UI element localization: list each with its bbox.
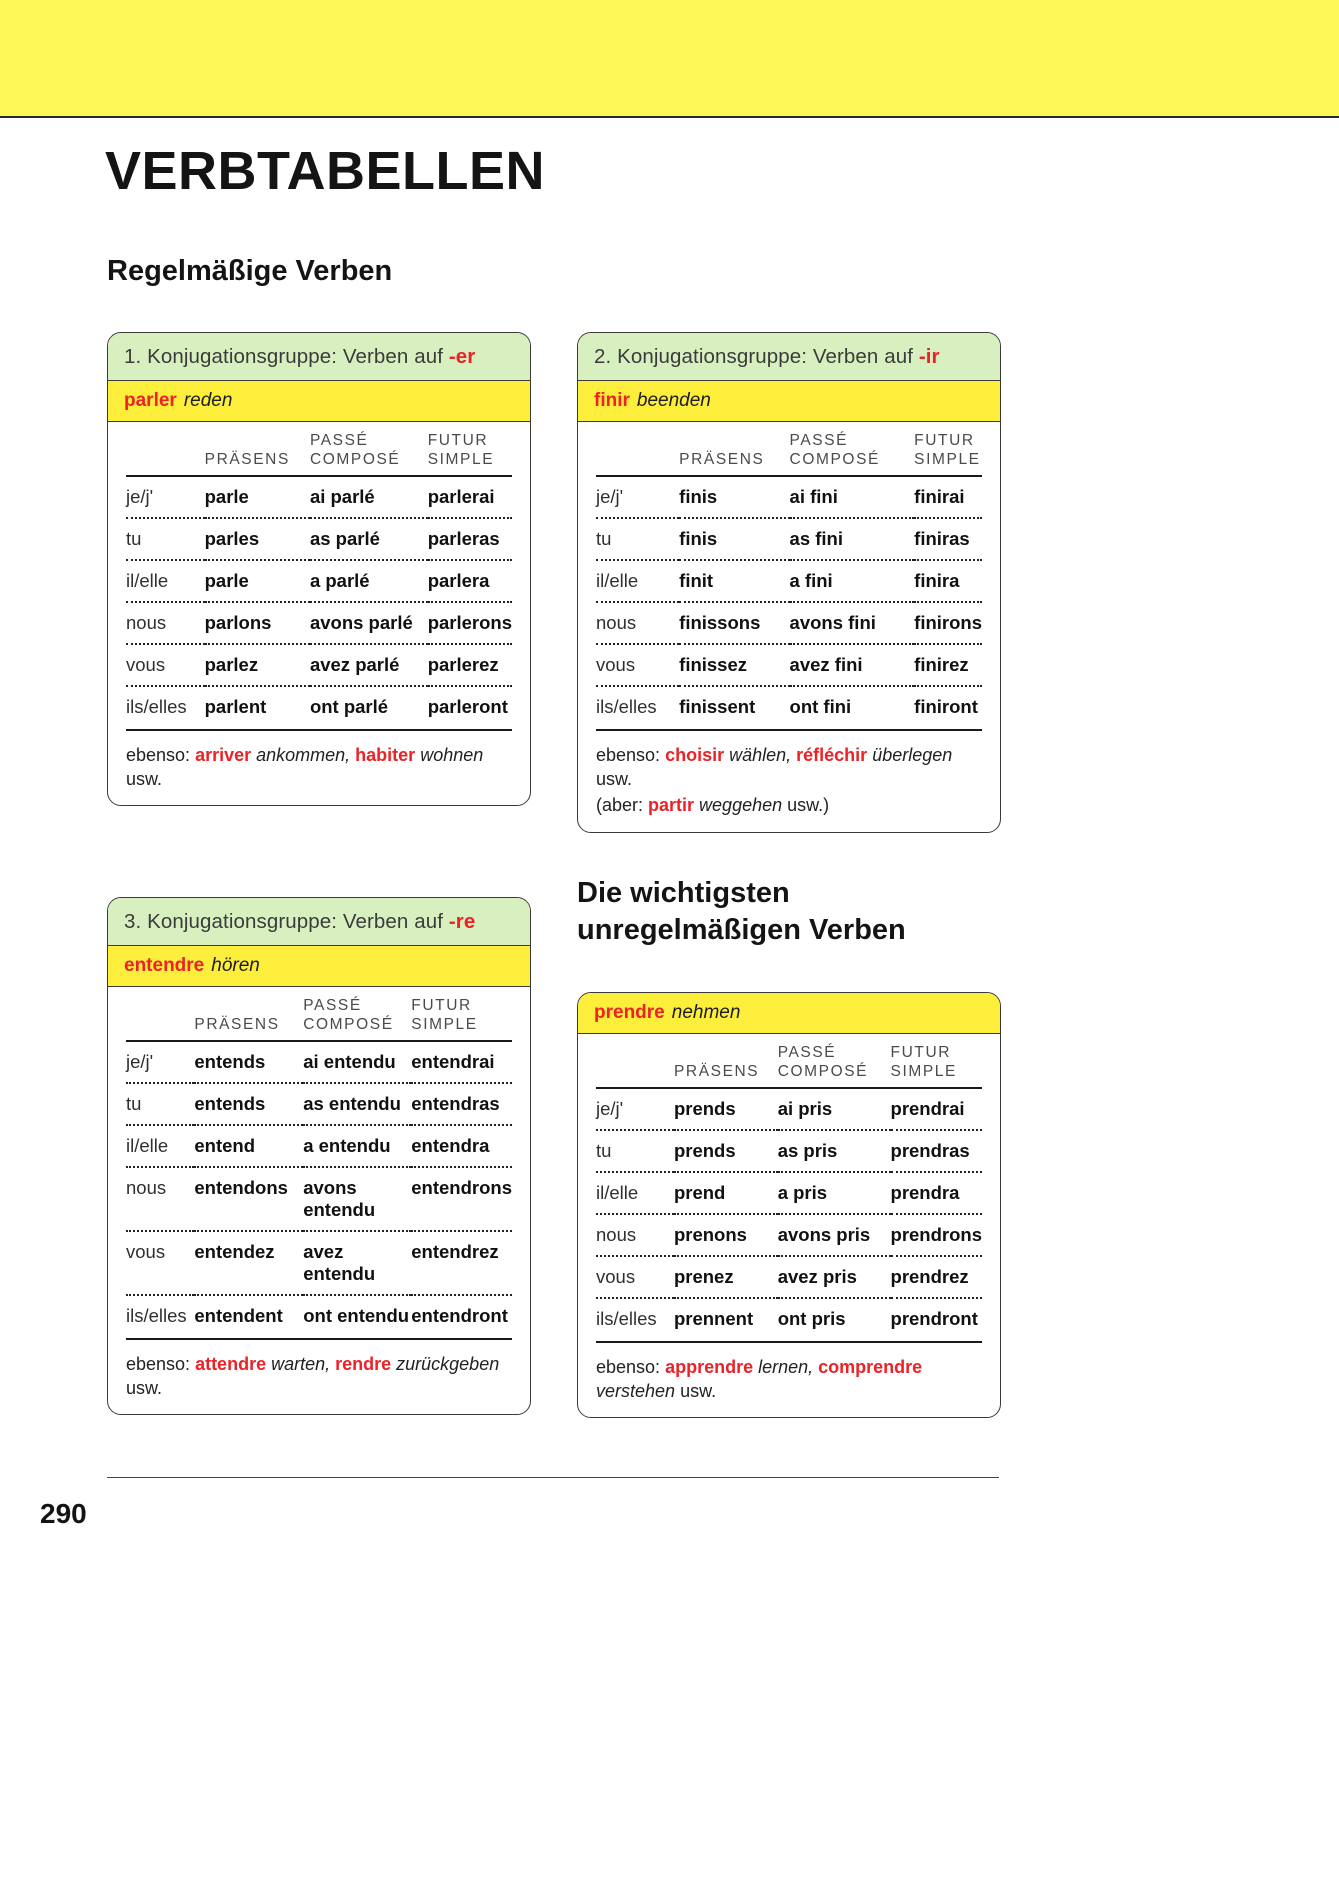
cell-present: entends (194, 1083, 303, 1125)
cell-passe-compose: ont fini (789, 695, 852, 717)
cell-pronoun: ils/elles (126, 1304, 187, 1326)
ebenso-label: ebenso: (596, 744, 666, 765)
cell-present: finit (679, 560, 789, 602)
cell-present: entends (194, 1041, 303, 1083)
table-row (596, 1256, 982, 1298)
exception-prefix: (aber: (596, 795, 649, 816)
cell-passe-compose: ont parlé (309, 695, 389, 717)
cell-passe-compose: as fini (790, 518, 915, 560)
cell-pronoun: je/j' (596, 476, 679, 518)
column-header-futur-simple: FUTUR SIMPLE (914, 430, 982, 476)
verb-translation: reden (183, 390, 233, 411)
cell-present: parlons (205, 602, 310, 644)
column-header-present: PRÄSENS (194, 995, 303, 1041)
group-label: 1. Konjugationsgruppe: Verben auf (124, 345, 449, 368)
cell-pronoun: tu (126, 1083, 194, 1125)
verb-translation: nehmen (671, 1002, 741, 1023)
cell-passe-compose: ai entendu (303, 1041, 411, 1083)
cell-present: prends (674, 1088, 778, 1130)
exception-suffix: usw.) (787, 795, 830, 816)
cell-pronoun: ils/elles (596, 1307, 657, 1329)
cell-pronoun: tu (596, 1130, 674, 1172)
column-header-passe-compose: PASSÉ COMPOSÉ (778, 1042, 891, 1088)
cell-passe-compose: a fini (790, 560, 915, 602)
cell-pronoun: nous (596, 1214, 674, 1256)
card-body (578, 1034, 1000, 1417)
footer-divider (107, 1477, 999, 1478)
verb-card-ir (577, 332, 1001, 833)
card-verb-header (578, 993, 1000, 1034)
top-yellow-banner (0, 0, 1339, 118)
cell-futur-simple: parlerai (428, 476, 512, 518)
group-ending: -re (448, 910, 476, 933)
cell-present: finis (679, 476, 789, 518)
section-heading-regular-verbs: Regelmäßige Verben (107, 255, 393, 287)
cell-pronoun: vous (596, 644, 679, 686)
cell-pronoun: nous (126, 602, 205, 644)
cell-pronoun: il/elle (126, 1125, 194, 1167)
ebenso-verb-0: arriver (195, 744, 252, 765)
ebenso-translation-3: zurückgeben (391, 1353, 500, 1374)
column-header-pronoun (126, 430, 205, 476)
group-ending: -ir (918, 345, 940, 368)
table-row (126, 644, 512, 686)
section-heading-irregular-verbs (577, 875, 997, 949)
conjugation-table (126, 430, 512, 727)
ebenso-text-4: usw. (126, 1378, 163, 1399)
column-header-passe-compose: PASSÉ COMPOSÉ (310, 430, 428, 476)
group-label: 2. Konjugationsgruppe: Verben auf (594, 345, 919, 368)
cell-passe-compose: avons fini (790, 602, 915, 644)
ebenso-verb-2: réfléchir (796, 744, 868, 765)
table-row (596, 1214, 982, 1256)
cell-passe-compose: avons parlé (310, 602, 428, 644)
table-row (126, 686, 512, 727)
ebenso-translation-1: wählen, (724, 744, 797, 765)
group-ending: -er (448, 345, 476, 368)
page-number: 290 (40, 1498, 87, 1529)
verb-infinitive: parler (124, 390, 177, 411)
card-verb-header (578, 381, 1000, 422)
card-verb-header (108, 946, 530, 987)
cell-present: parlez (205, 644, 310, 686)
cell-present: parles (205, 518, 310, 560)
cell-passe-compose: as entendu (303, 1083, 411, 1125)
ebenso-text-4: usw. (126, 769, 163, 790)
cell-passe-compose: avons entendu (303, 1167, 411, 1231)
table-row (596, 644, 982, 686)
cell-present: parle (205, 476, 310, 518)
table-row (126, 1295, 512, 1336)
ebenso-translation-3: verstehen (596, 1381, 681, 1402)
table-row (126, 518, 512, 560)
cell-present: finissent (679, 695, 756, 717)
cell-futur-simple: prendra (891, 1172, 982, 1214)
verb-infinitive: prendre (594, 1002, 665, 1023)
table-row (126, 1167, 512, 1231)
cell-futur-simple: parleront (427, 695, 508, 717)
column-header-present: PRÄSENS (674, 1042, 778, 1088)
cell-present: finissons (679, 602, 789, 644)
cell-futur-simple: entendrai (411, 1041, 512, 1083)
cell-present: parle (205, 560, 310, 602)
cell-passe-compose: ont pris (777, 1307, 846, 1329)
column-header-futur-simple: FUTUR SIMPLE (428, 430, 512, 476)
ebenso-note (126, 731, 512, 792)
cell-pronoun: je/j' (596, 1088, 674, 1130)
cell-futur-simple: entendra (411, 1125, 512, 1167)
cell-present: finis (679, 518, 789, 560)
table-row (596, 1298, 982, 1339)
irregular-heading-line-1: Die wichtigsten (577, 877, 790, 909)
table-row (596, 1130, 982, 1172)
ebenso-translation-1: lernen, (753, 1356, 819, 1377)
table-row (126, 476, 512, 518)
card-group-header (108, 333, 530, 381)
cell-passe-compose: ai fini (790, 476, 915, 518)
cell-futur-simple: entendrez (411, 1231, 512, 1295)
cell-passe-compose: avez entendu (303, 1231, 411, 1295)
cell-futur-simple: prendrons (891, 1214, 982, 1256)
ebenso-note (596, 1343, 982, 1404)
ebenso-label: ebenso: (596, 1356, 666, 1377)
cell-present: entendez (194, 1231, 303, 1295)
cell-futur-simple: entendrons (411, 1167, 512, 1231)
ebenso-verb-0: choisir (665, 744, 725, 765)
cell-present: prennent (673, 1307, 754, 1329)
cell-passe-compose: avez parlé (310, 644, 428, 686)
table-row (126, 1231, 512, 1295)
column-header-pronoun (596, 1042, 674, 1088)
cell-passe-compose: a pris (778, 1172, 891, 1214)
cell-passe-compose: ont entendu (303, 1304, 410, 1326)
column-header-pronoun (126, 995, 194, 1041)
cell-passe-compose: avez pris (778, 1256, 891, 1298)
table-header-row (596, 1042, 982, 1088)
cell-futur-simple: parleras (428, 518, 512, 560)
cell-pronoun: vous (126, 644, 205, 686)
table-row (596, 1172, 982, 1214)
table-row (596, 518, 982, 560)
cell-passe-compose: a entendu (303, 1125, 411, 1167)
cell-futur-simple: finirons (914, 602, 982, 644)
table-row (126, 1083, 512, 1125)
table-header-row (126, 430, 512, 476)
table-header-row (596, 430, 982, 476)
column-header-passe-compose: PASSÉ COMPOSÉ (790, 430, 915, 476)
cell-futur-simple: prendrai (891, 1088, 982, 1130)
ebenso-note (126, 1340, 512, 1401)
group-label: 3. Konjugationsgruppe: Verben auf (124, 910, 449, 933)
cell-passe-compose: avez fini (790, 644, 915, 686)
cell-pronoun: je/j' (126, 1041, 194, 1083)
cell-futur-simple: prendrez (891, 1256, 982, 1298)
cell-futur-simple: prendront (890, 1307, 978, 1329)
cell-present: entendons (194, 1167, 303, 1231)
cell-pronoun: ils/elles (596, 695, 657, 717)
cell-present: finissez (679, 644, 789, 686)
exception-verb: partir (648, 795, 695, 816)
cell-futur-simple: entendras (411, 1083, 512, 1125)
column-header-futur-simple: FUTUR SIMPLE (891, 1042, 982, 1088)
cell-futur-simple: entendront (411, 1304, 508, 1326)
card-group-header (108, 898, 530, 946)
table-header-row (126, 995, 512, 1041)
table-row (126, 1041, 512, 1083)
card-body (578, 422, 1000, 832)
cell-futur-simple: finiras (914, 518, 982, 560)
cell-present: prend (674, 1172, 778, 1214)
conjugation-table (126, 995, 512, 1336)
irregular-heading-line-2: unregelmäßigen Verben (577, 914, 906, 947)
cell-pronoun: il/elle (126, 560, 205, 602)
table-row (596, 1088, 982, 1130)
ebenso-translation-3: überlegen (867, 744, 953, 765)
ebenso-label: ebenso: (126, 1353, 196, 1374)
cell-passe-compose: as parlé (310, 518, 428, 560)
cell-present: prends (674, 1130, 778, 1172)
ebenso-label: ebenso: (126, 744, 196, 765)
conjugation-table (596, 430, 982, 727)
verb-translation: beenden (636, 390, 711, 411)
cell-pronoun: il/elle (596, 560, 679, 602)
column-header-present: PRÄSENS (679, 430, 789, 476)
table-row (126, 602, 512, 644)
cell-pronoun: vous (596, 1256, 674, 1298)
cell-passe-compose: as pris (778, 1130, 891, 1172)
table-row (126, 1125, 512, 1167)
cell-pronoun: tu (596, 518, 679, 560)
cell-present: entendent (194, 1304, 283, 1326)
cell-pronoun: ils/elles (126, 695, 187, 717)
cell-futur-simple: parlera (428, 560, 512, 602)
cell-futur-simple: finiront (914, 695, 978, 717)
verb-infinitive: finir (594, 390, 630, 411)
ebenso-text-4: usw. (680, 1381, 717, 1402)
ebenso-translation-1: warten, (266, 1353, 336, 1374)
cell-futur-simple: parlerez (428, 644, 512, 686)
cell-futur-simple: prendras (891, 1130, 982, 1172)
verb-infinitive: entendre (124, 955, 205, 976)
cell-futur-simple: finirez (914, 644, 982, 686)
card-body (108, 422, 530, 805)
cell-pronoun: tu (126, 518, 205, 560)
verb-card-prendre (577, 992, 1001, 1418)
page-title: VERBTABELLEN (105, 141, 546, 201)
cell-passe-compose: avons pris (778, 1214, 891, 1256)
column-header-passe-compose: PASSÉ COMPOSÉ (303, 995, 411, 1041)
cell-pronoun: il/elle (596, 1172, 674, 1214)
cell-present: entend (194, 1125, 303, 1167)
ebenso-verb-2: rendre (335, 1353, 392, 1374)
cell-present: prenons (674, 1214, 778, 1256)
ebenso-verb-2: comprendre (818, 1356, 923, 1377)
column-header-futur-simple: FUTUR SIMPLE (411, 995, 512, 1041)
table-row (126, 560, 512, 602)
ebenso-verb-2: habiter (355, 744, 416, 765)
table-row (596, 476, 982, 518)
cell-pronoun: je/j' (126, 476, 205, 518)
verb-card-er (107, 332, 531, 806)
column-header-present: PRÄSENS (205, 430, 310, 476)
cell-passe-compose: a parlé (310, 560, 428, 602)
conjugation-table (596, 1042, 982, 1339)
cell-present: prenez (674, 1256, 778, 1298)
cell-present: parlent (204, 695, 267, 717)
card-verb-header (108, 381, 530, 422)
cell-pronoun: nous (596, 602, 679, 644)
cell-passe-compose: ai pris (778, 1088, 891, 1130)
cell-futur-simple: finirai (914, 476, 982, 518)
ebenso-verb-0: attendre (195, 1353, 267, 1374)
table-row (596, 602, 982, 644)
ebenso-text-4: usw. (596, 769, 633, 790)
ebenso-exception-note (596, 791, 982, 817)
cell-futur-simple: finira (914, 560, 982, 602)
verb-card-re (107, 897, 531, 1415)
exception-translation: weggehen (694, 795, 788, 816)
column-header-pronoun (596, 430, 679, 476)
cell-pronoun: vous (126, 1231, 194, 1295)
ebenso-translation-1: ankommen, (251, 744, 356, 765)
ebenso-translation-3: wohnen (415, 744, 484, 765)
table-row (596, 560, 982, 602)
table-row (596, 686, 982, 727)
ebenso-note (596, 731, 982, 792)
cell-passe-compose: ai parlé (310, 476, 428, 518)
cell-pronoun: nous (126, 1167, 194, 1231)
card-group-header (578, 333, 1000, 381)
card-body (108, 987, 530, 1414)
verb-translation: hören (211, 955, 260, 976)
ebenso-verb-0: apprendre (665, 1356, 754, 1377)
cell-futur-simple: parlerons (428, 602, 512, 644)
